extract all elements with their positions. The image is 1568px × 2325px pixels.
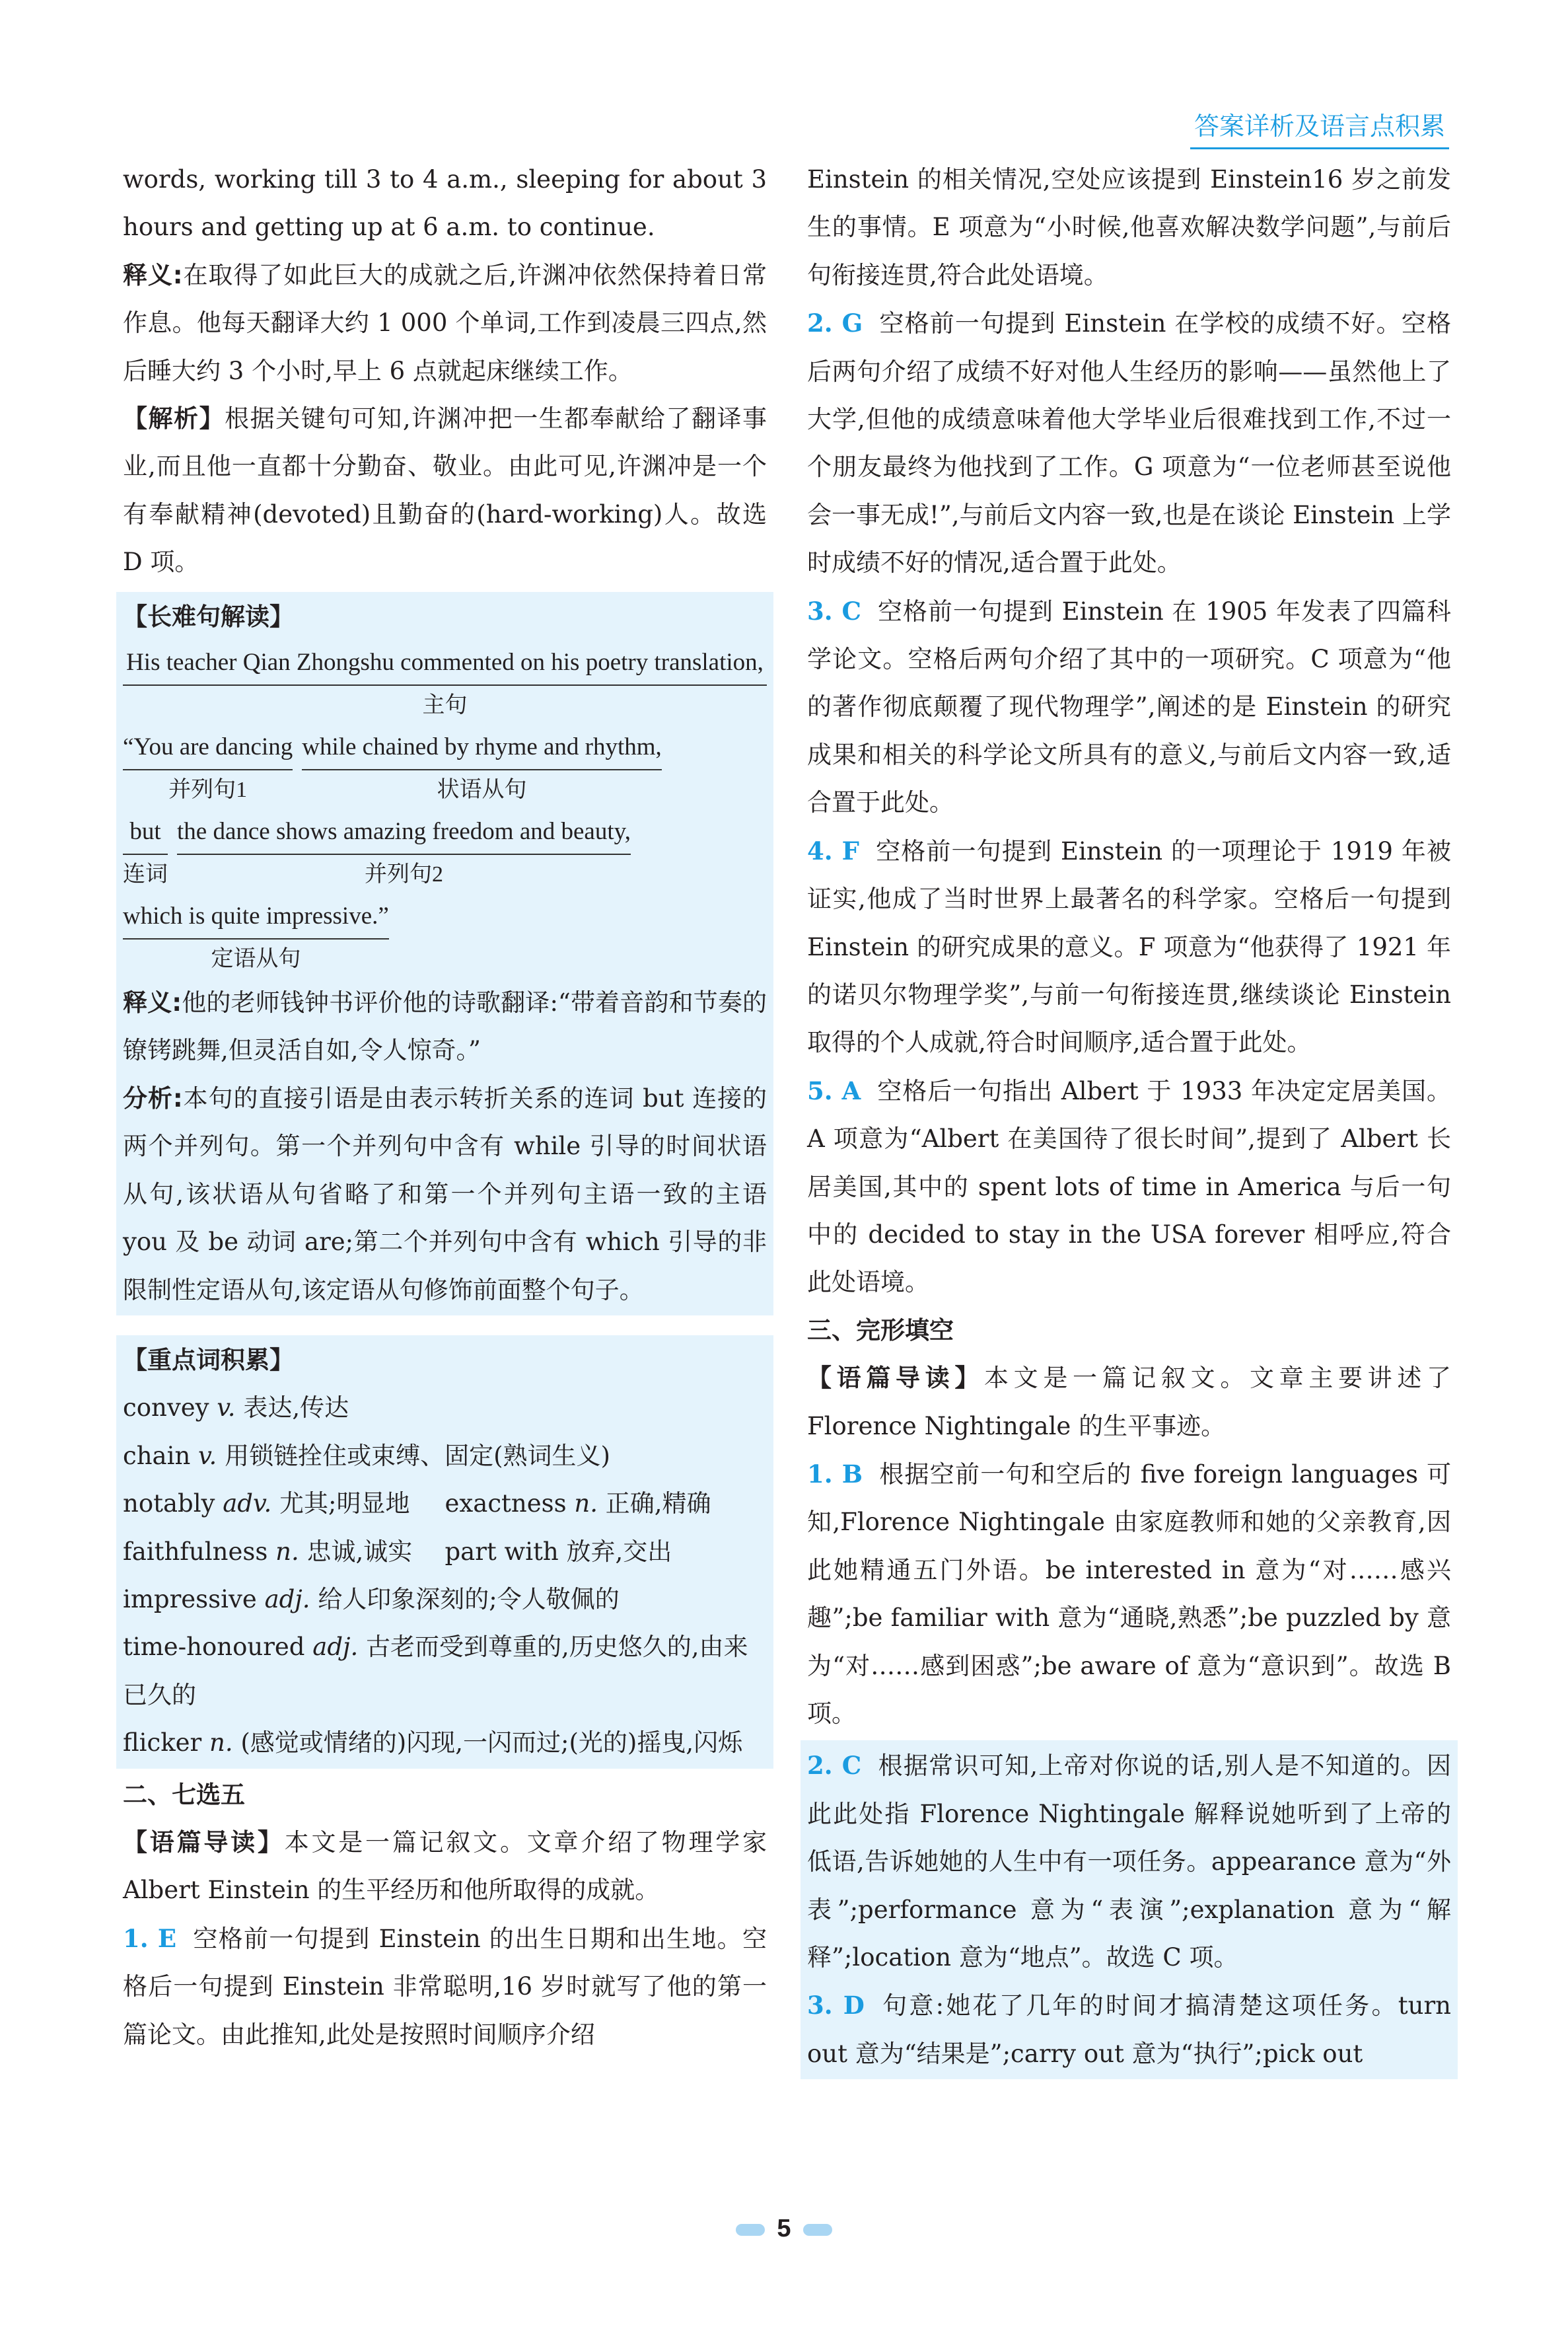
answer-number: 4. F [807,836,859,866]
sentence-row [123,810,767,895]
answer-text: 空格前一句提到 Einstein 的一项理论于 1919 年被证实,他成了当时世界上最著名的科学家。空格后一句提到 Einstein 的研究成果的意义。F 项意为“他获得了 1921 年的诺贝尔物理学奖”,与前一句衔接连贯,继续谈论 Einstein 取得的个人成就,符合时间顺序,适合置于此处。 [807,836,1452,1057]
segment-text: but [123,810,168,855]
answer-text: 空格前一句提到 Einstein 在 1905 年发表了四篇科学论文。空格后两句介绍了其中的一项研究。C 项意为“他的著作彻底颠覆了现代物理学”,阐述的是 Einstein 的研究成果和相关的科学论文所具有的意义,与前后文内容一致,适合置于此处。 [807,597,1451,817]
vocab-list [123,1384,767,1767]
label: 【语篇导读】 [807,1364,984,1393]
vocab-meaning: (感觉或情绪的)闪现,一闪而过;(光的)摇曳,闪烁 [240,1728,743,1757]
answer-number: 3. D [807,1991,865,2020]
segment-label: 状语从句 [437,778,527,803]
text: 他的老师钱钟书评价他的诗歌翻译:“带着音韵和节奏的镣铐跳舞,但灵活自如,令人惊奇。” [123,988,767,1065]
vocab-meaning: 表达,传达 [243,1393,349,1422]
vocab-pos: n. [209,1728,233,1757]
answer-text: 空格前一句提到 Einstein 在学校的成绩不好。空格后两句介绍了成绩不好对他人生经历的影响——虽然他上了大学,但他的成绩意味着他大学毕业后很难找到工作,不过一个朋友最终为他找到了工作。G 项意为“一位老师甚至说他会一事无成!”,与前后文内容一致,也是在谈论 Einstein 上学时成绩不好的情况,适合置于此处。 [807,309,1451,577]
answer-number: 1. E [123,1923,177,1953]
long-sentence-box [116,592,773,1315]
vocab-entry [445,1480,767,1528]
vocab-meaning: 放弃,交出 [566,1537,672,1566]
label: 【语篇导读】 [123,1827,285,1857]
answer-text: 空格后一句指出 Albert 于 1933 年决定定居美国。A 项意为“Albert 在美国待了很长时间”,提到了 Albert 长居美国,其中的 spent lots of time in America 与后一句中的 decided to stay in the USA forever 相呼应,符合此处语境。 [807,1076,1451,1297]
vocab-meaning: 古老而受到尊重的,历史悠久的,由来已久的 [123,1633,748,1709]
right-column [807,156,1451,2082]
text: 本句的直接引语是由表示转折关系的连词 but 连接的两个并列句。第一个并列句中含有 while 引导的时间状语从句,该状语从句省略了和第一个并列句主语一致的主语 you 及 be 动词 are;第二个并列句中含有 which 引导的非限制性定语从句,该定语从句修饰前面整个句子。 [123,1084,767,1304]
text: 根据关键句可知,许渊冲把一生都奉献给了翻译事业,而且他一直都十分勤奋、敬业。由此可见,许渊冲是一个有奉献精神(devoted)且勤奋的(hard-working)人。故选 D 项。 [123,404,767,577]
answer-number: 5. A [807,1076,861,1105]
vocab-entry [123,1432,767,1480]
page-number: 5 [777,2215,791,2242]
left-column [123,156,767,2059]
sentence-segment [177,810,631,895]
answer-number: 1. B [807,1459,863,1489]
answer-number: 3. C [807,596,861,626]
answer-text: 根据空前一句和空后的 five foreign languages 可知,Florence Nightingale 由家庭教师和她的父亲教育,因此她精通五门外语。be interested in 意为“对……感兴趣”;be familiar with 意为“通晓,熟悉”;be puzzled by 意为“对……感到困惑”;be aware of 意为“意识到”。故选 B 项。 [807,1459,1451,1728]
vocab-entry [123,1480,445,1528]
segment-label: 并列句1 [168,778,248,803]
analysis-paragraph [123,395,767,587]
vocab-meaning: 给人印象深刻的;令人敬佩的 [318,1584,620,1613]
vocab-word: convey [123,1393,209,1422]
vocab-row [123,1480,767,1528]
vocab-meaning: 用锁链拴住或束缚、固定(熟词生义) [225,1441,610,1470]
vocab-pos: n. [574,1489,598,1518]
sentence-segment [123,725,293,810]
vocab-meaning: 忠诚,诚实 [306,1537,413,1566]
guide-paragraph [807,1354,1451,1450]
answer-text: 根据常识可知,上帝对你说的话,别人是不知道的。因此此处指 Florence Nightingale 解释说她听到了上帝的低语,告诉她她的人生中有一项任务。appearance 意为“外表”;performance 意为“表演”;explanation 意为“解释”;location 意为“地点”。故选 C 项。 [807,1752,1451,1972]
vocab-pos: adj. [264,1584,310,1613]
label: 释义: [123,260,183,289]
vocab-row [123,1528,767,1576]
section-heading: 二、七选五 [123,1780,245,1809]
vocab-box [116,1335,773,1769]
vocab-row [123,1719,767,1767]
vocab-pos: n. [275,1537,299,1566]
vocab-row [123,1384,767,1432]
segment-text: the dance shows amazing freedom and beauty, [177,810,631,855]
segment-label: 定语从句 [211,947,301,972]
segment-text: His teacher Qian Zhongshu commented on his poetry translation, [123,641,767,686]
sentence-row [123,895,767,979]
answer-text: 空格前一句提到 Einstein 的出生日期和出生地。空格后一句提到 Einstein 非常聪明,16 岁时就写了他的第一篇论文。由此推知,此处是按照时间顺序介绍 [123,1924,767,2049]
vocab-word: part with [445,1537,559,1566]
translation-paragraph [123,252,767,395]
vocab-word: flicker [123,1728,202,1757]
cloze-answer-list [807,1450,1451,1738]
cloze-answer-box [801,1740,1458,2079]
text: 本文是一篇记叙文。文章主要讲述了 Florence Nightingale 的生平事迹。 [807,1364,1451,1440]
answer-text: 句意:她花了几年的时间才搞清楚这项任务。turn out 意为“结果是”;carry out 意为“执行”;pick out [807,1991,1451,2068]
vocab-entry [123,1576,767,1623]
text: 在取得了如此巨大的成就之后,许渊冲依然保持着日常作息。他每天翻译大约 1 000 个单词,工作到凌晨三四点,然后睡大约 3 个小时,早上 6 点就起床继续工作。 [123,260,767,385]
answer-item [123,1915,767,2059]
answer-number: 2. G [807,309,863,338]
vocab-meaning: 正确,精确 [605,1489,711,1518]
vocab-entry [123,1384,767,1432]
vocab-row [123,1576,767,1623]
sentence-analysis [123,641,767,979]
answer-list [807,299,1451,1307]
paragraph: words, working till 3 to 4 a.m., sleeping for about 3 hours and getting up at 6 a.m. to continue. [123,165,767,242]
answer-item [807,1981,1451,2078]
answer-item [807,827,1451,1067]
vocab-word: notably [123,1489,215,1518]
page-footer [0,2215,1568,2243]
box-heading: 【长难句解读】 [123,602,294,631]
segment-label: 主句 [422,693,468,718]
vocab-word: time-honoured [123,1633,305,1662]
label: 分析: [123,1084,183,1113]
segment-text: which is quite impressive.” [123,895,389,940]
vocab-word: chain [123,1441,191,1470]
translation-paragraph [123,979,767,1075]
text: 本文是一篇记叙文。文章介绍了物理学家 Albert Einstein 的生平经历和他所取得的成就。 [123,1827,767,1905]
sentence-segment [302,725,662,810]
sentence-row [123,725,767,810]
vocab-pos: adj. [312,1633,359,1662]
vocab-entry [123,1528,445,1576]
decor-pill [803,2224,832,2236]
box-heading: 【重点词积累】 [123,1345,294,1374]
paragraph: Einstein 的相关情况,空处应该提到 Einstein16 岁之前发生的事情。E 项意为“小时候,他喜欢解决数学问题”,与前后句衔接连贯,符合此处语境。 [807,165,1451,289]
answer-item [807,587,1451,827]
answer-item [807,1742,1451,1981]
vocab-meaning: 尤其;明显地 [279,1489,410,1518]
segment-text: while chained by rhyme and rhythm, [302,725,662,770]
vocab-pos: v. [217,1393,236,1422]
vocab-entry [123,1623,767,1719]
sentence-row [123,641,767,725]
vocab-word: impressive [123,1584,257,1613]
answer-item [807,299,1451,587]
answer-number: 2. C [807,1751,862,1781]
vocab-pos: adv. [223,1489,272,1518]
vocab-word: faithfulness [123,1537,268,1566]
segment-label: 连词 [123,862,168,887]
label: 【解析】 [123,404,225,433]
answer-item [807,1067,1451,1307]
vocab-pos: v. [198,1441,217,1470]
guide-paragraph [123,1819,767,1915]
section-heading: 三、完形填空 [807,1315,954,1345]
decor-pill [736,2224,765,2236]
answer-item [807,1450,1451,1738]
vocab-entry [123,1719,767,1767]
running-header: 答案详析及语言点积累 [1190,106,1449,149]
vocab-row [123,1432,767,1480]
sentence-segment [123,895,389,979]
sentence-segment [123,641,767,725]
vocab-entry [445,1528,767,1576]
analysis-paragraph [123,1075,767,1314]
sentence-segment [123,810,168,895]
vocab-word: exactness [445,1489,567,1518]
answer-list [123,1915,767,2059]
segment-text: “You are dancing [123,725,293,770]
vocab-row [123,1623,767,1719]
label: 释义: [123,988,182,1017]
segment-label: 并列句2 [364,862,443,887]
